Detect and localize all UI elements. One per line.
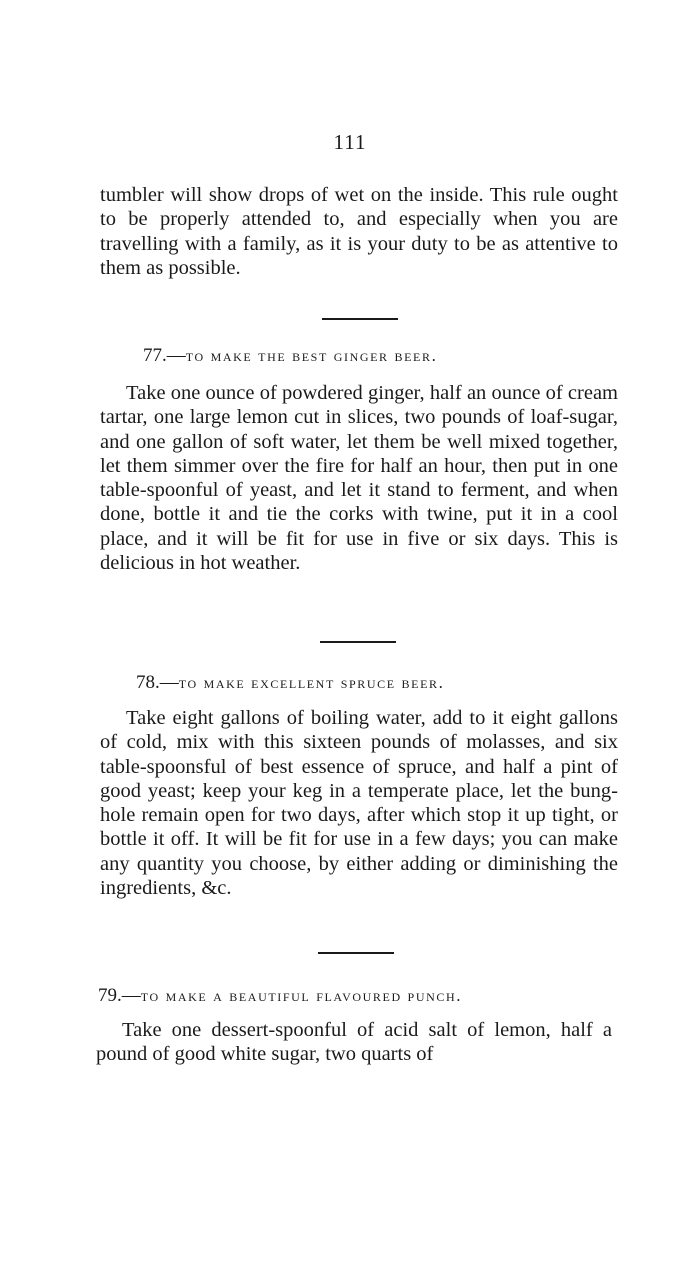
recipe-title: to make the best ginger beer.	[185, 346, 438, 365]
recipe-77-body	[100, 381, 618, 575]
recipe-79-body	[96, 1018, 612, 1067]
intro-text: tumbler will show drops of wet on the inside. This rule ought to be properly attended to, and especially when you are travelling with a family, as it is your duty to be as attentive to them as possible.	[100, 184, 618, 279]
page-number: 111	[333, 130, 367, 154]
recipe-body-text: Take eight gallons of boiling water, add to it eight gallons of cold, mix with this sixteen pounds of molasses, and six table-spoonsful of best essence of spruce, and half a pint of good yeast; keep your keg in a temperate place, let the bung-hole remain open for two days, after which stop it up tight, or bottle it off. It will be fit for use in a few days; you can make any quantity you choose, by either adding or diminishing the ingredients, &c.	[100, 707, 618, 900]
recipe-dash: —	[121, 985, 141, 1006]
recipe-78-heading	[136, 672, 654, 694]
recipe-body-text: Take one ounce of powdered ginger, half an ounce of cream tartar, one large lemon cut in slices, two pounds of loaf-sugar, and one gallon of soft water, let them be well mixed together, let them simmer over the fire for half an hour, then put in one table-spoonful of yeast, and let it stand to ferment, and when done, bottle it and tie the corks with twine, put it in a cool place, and it will be fit for use in five or six days. This is delicious in hot weather.	[100, 382, 618, 575]
recipe-79-heading	[98, 985, 616, 1007]
recipe-title: to make a beautiful flavoured punch.	[140, 986, 463, 1005]
recipe-number: 78.	[136, 672, 160, 693]
section-divider	[318, 952, 394, 954]
recipe-dash: —	[159, 672, 179, 693]
intro-paragraph	[100, 183, 618, 280]
recipe-77-heading	[143, 345, 661, 367]
section-divider	[320, 641, 396, 643]
recipe-body-text: Take one dessert-spoonful of acid salt of lemon, half a pound of good white sugar, two quarts of	[96, 1019, 612, 1066]
recipe-78-body	[100, 706, 618, 900]
recipe-number: 79.	[98, 985, 122, 1006]
section-divider	[322, 318, 398, 320]
recipe-number: 77.	[143, 345, 167, 366]
recipe-title: to make excellent spruce beer.	[178, 673, 445, 692]
recipe-dash: —	[166, 345, 186, 366]
